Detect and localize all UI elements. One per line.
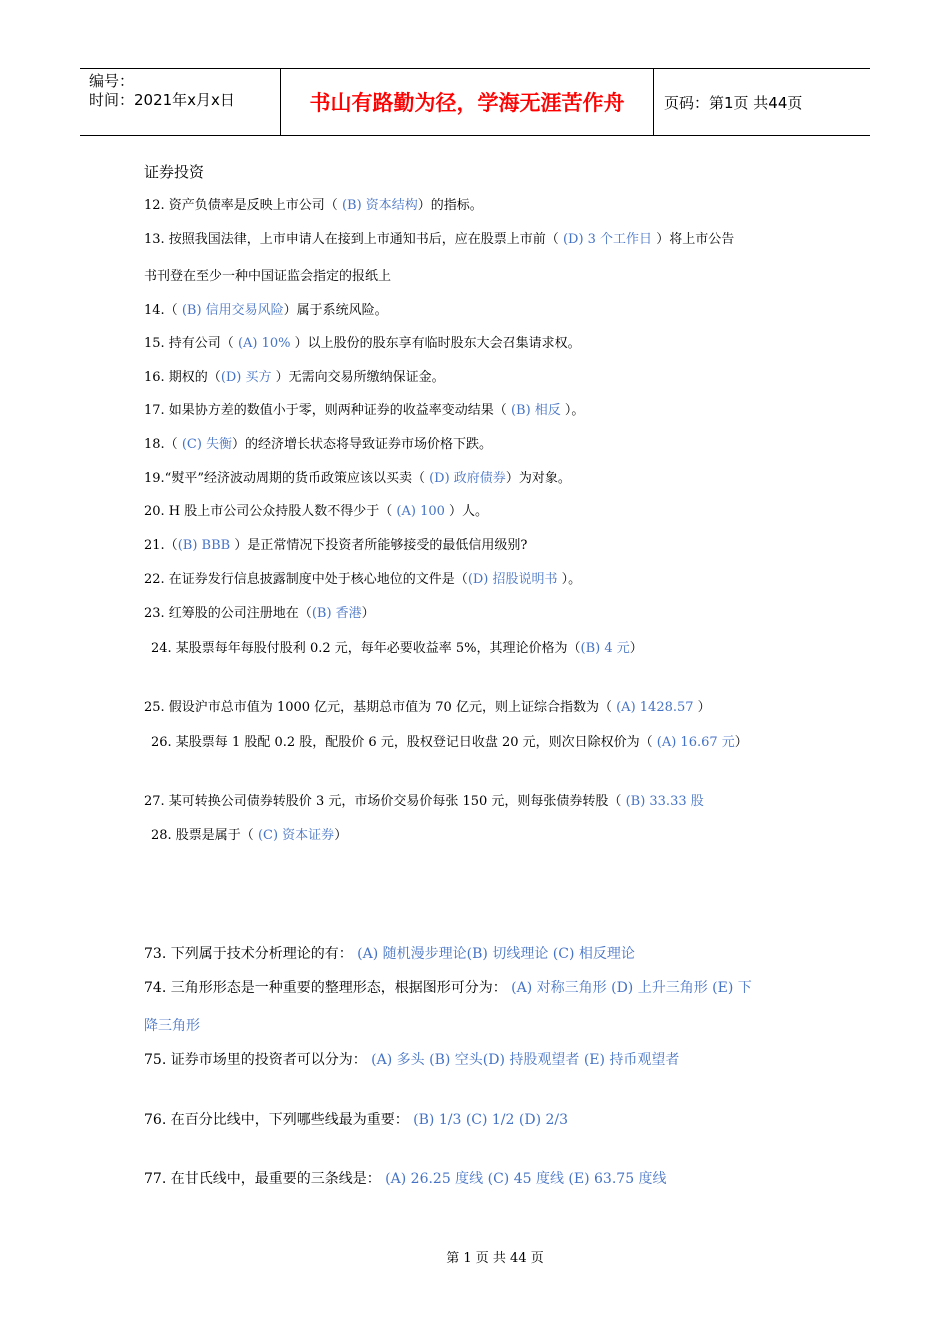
question-14: 14.（ (B) 信用交易风险）属于系统风险。 <box>144 303 388 318</box>
answer-77: (A) 26.25 度线 (C) 45 度线 (E) 63.75 度线 <box>385 1171 667 1187</box>
question-13-continued: 书刊登在至少一种中国证监会指定的报纸上 <box>144 269 392 284</box>
question-25: 25. 假设沪市总市值为 1000 亿元，基期总市值为 70 亿元，则上证综合指数为（ (A) 1428.57 ） <box>144 700 711 715</box>
motto: 书山有路勤为径，学海无涯苦作舟 <box>281 69 654 135</box>
answer-73: (A) 随机漫步理论(B) 切线理论 (C) 相反理论 <box>357 946 635 962</box>
question-20: 20. H 股上市公司公众持股人数不得少于（ (A) 100 ）人。 <box>144 504 489 519</box>
question-18: 18.（ (C) 失衡）的经济增长状态将导致证券市场价格下跌。 <box>144 437 493 452</box>
answer-25: (A) 1428.57 <box>616 700 694 715</box>
answer-22: (D) 招股说明书 <box>467 572 558 587</box>
answer-13: (D) 3 个工作日 <box>562 232 653 247</box>
answer-14: (B) 信用交易风险 <box>181 303 284 318</box>
page-header <box>80 68 870 136</box>
question-19: 19.“熨平”经济波动周期的货币政策应该以买卖（ (D) 政府债券）为对象。 <box>144 471 571 486</box>
page-footer: 第 1 页 共 44 页 <box>446 1251 544 1266</box>
time-label: 时间：2021年x月x日 <box>89 91 235 109</box>
answer-17: (B) 相反 <box>510 403 561 418</box>
question-17: 17. 如果协方差的数值小于零，则两种证券的收益率变动结果（ (B) 相反 ）。 <box>144 403 585 418</box>
question-22: 22. 在证券发行信息披露制度中处于核心地位的文件是（(D) 招股说明书 ）。 <box>144 572 582 587</box>
answer-20: (A) 100 <box>396 504 445 519</box>
question-12: 12. 资产负债率是反映上市公司（ (B) 资本结构）的指标。 <box>144 198 483 213</box>
question-73: 73. 下列属于技术分析理论的有： (A) 随机漫步理论(B) 切线理论 (C) 相反理论 <box>144 946 635 962</box>
question-21: 21.（(B) BBB ）是正常情况下投资者所能够接受的最低信用级别? <box>144 538 528 553</box>
question-76: 76. 在百分比线中，下列哪些线最为重要： (B) 1/3 (C) 1/2 (D) 2/3 <box>144 1112 569 1128</box>
answer-18: (C) 失衡 <box>181 437 233 452</box>
answer-74: (A) 对称三角形 (D) 上升三角形 (E) 下 <box>511 980 752 996</box>
answer-24: (B) 4 元 <box>580 641 630 656</box>
answer-19: (D) 政府债券 <box>429 471 506 486</box>
question-24: 24. 某股票每年每股付股利 0.2 元，每年必要收益率 5%，其理论价格为（(B) 4 元） <box>151 641 643 656</box>
question-16: 16. 期权的（(D) 买方 ）无需向交易所缴纳保证金。 <box>144 370 445 385</box>
document-title: 证券投资 <box>144 163 205 181</box>
header-left-cell <box>80 69 281 135</box>
answer-76: (B) 1/3 (C) 1/2 (D) 2/3 <box>413 1112 569 1128</box>
answer-21: (B) BBB <box>177 538 231 553</box>
question-27: 27. 某可转换公司债券转股价 3 元，市场价交易价每张 150 元，则每张债券转股（ (B) 33.33 股 <box>144 794 704 809</box>
answer-75: (A) 多头 (B) 空头(D) 持股观望者 (E) 持币观望者 <box>371 1052 680 1068</box>
question-15: 15. 持有公司（ (A) 10% ）以上股份的股东享有临时股东大会召集请求权。 <box>144 336 581 351</box>
question-26: 26. 某股票每 1 股配 0.2 股，配股价 6 元，股权登记日收盘 20 元，则次日除权价为（ (A) 16.67 元） <box>151 735 748 750</box>
question-13: 13. 按照我国法律，上市申请人在接到上市通知书后，应在股票上市前（ (D) 3 个工作日 ）将上市公告 <box>144 232 735 247</box>
answer-15: (A) 10% <box>237 336 291 351</box>
question-28: 28. 股票是属于（ (C) 资本证券） <box>151 828 348 843</box>
question-74: 74. 三角形形态是一种重要的整理形态，根据图形可分为： (A) 对称三角形 (D) 上升三角形 (E) 下 <box>144 980 752 996</box>
page-info: 页码：第1页 共44页 <box>664 93 803 112</box>
answer-27: (B) 33.33 股 <box>625 794 704 809</box>
question-74-continued: 降三角形 <box>144 1018 200 1034</box>
question-23: 23. 红筹股的公司注册地在（(B) 香港） <box>144 606 375 621</box>
answer-23: (B) 香港 <box>311 606 362 621</box>
question-75: 75. 证券市场里的投资者可以分为： (A) 多头 (B) 空头(D) 持股观望者 (E) 持币观望者 <box>144 1052 680 1068</box>
answer-16: (D) 买方 <box>220 370 272 385</box>
answer-12: (B) 资本结构 <box>341 198 418 213</box>
number-label: 编号： <box>89 72 135 90</box>
answer-28: (C) 资本证券 <box>257 828 335 843</box>
answer-26: (A) 16.67 元 <box>656 735 735 750</box>
question-77: 77. 在甘氏线中，最重要的三条线是： (A) 26.25 度线 (C) 45 度线 (E) 63.75 度线 <box>144 1171 667 1187</box>
